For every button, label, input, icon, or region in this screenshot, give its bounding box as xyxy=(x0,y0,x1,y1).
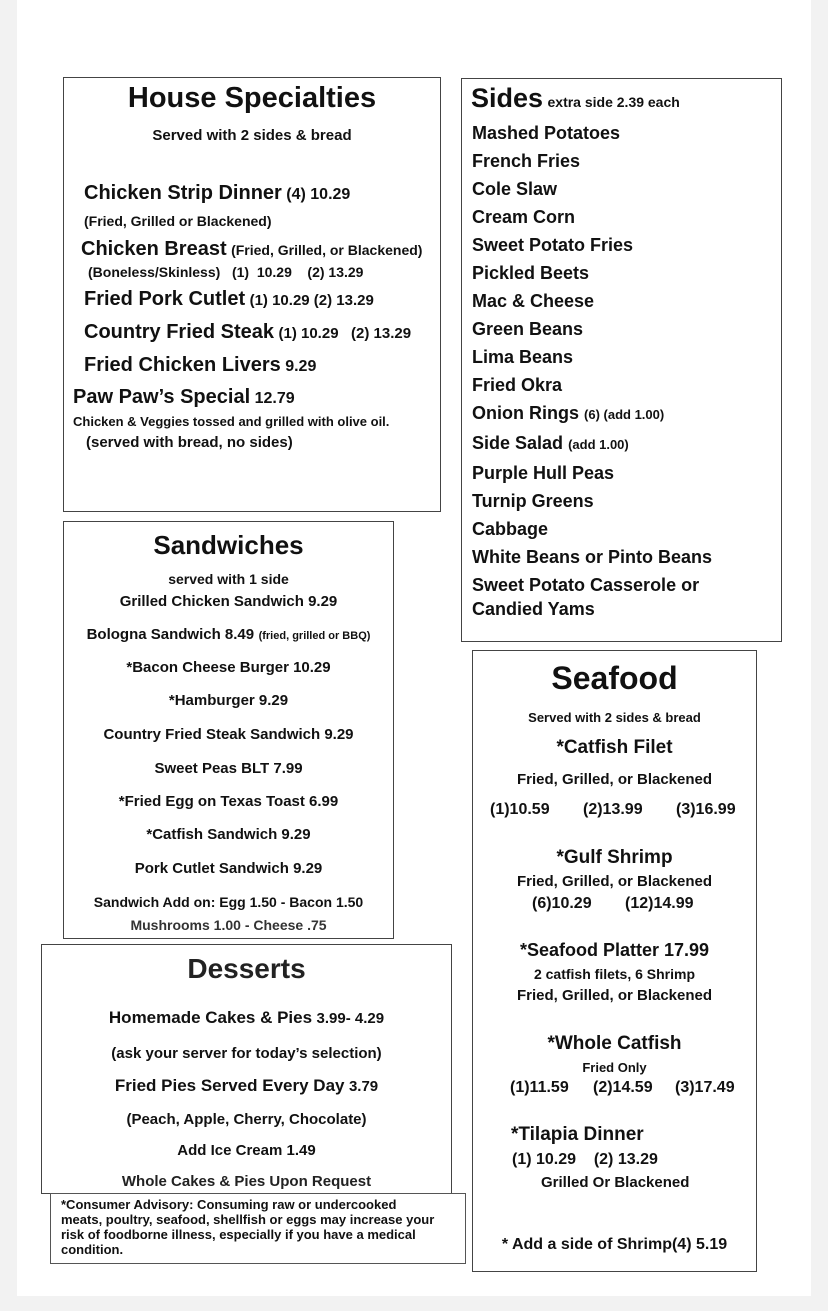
gulf-shrimp-style: Fried, Grilled, or Blackened xyxy=(516,873,713,890)
whole-catfish-price: (1)11.59 xyxy=(510,1079,569,1096)
item-paw-paw-desc: Chicken & Veggies tossed and grilled with olive oil. xyxy=(73,414,390,429)
sides-box xyxy=(461,78,782,642)
catfish-filet-price: (1)10.59 xyxy=(490,801,550,818)
sandwich-item: Sweet Peas BLT 7.99 xyxy=(154,760,303,777)
desserts-fried-pies: Fried Pies Served Every Day 3.79 xyxy=(114,1076,379,1095)
house-specialties-subtitle: Served with 2 sides & bread xyxy=(152,127,352,144)
side-item: Sweet Potato Fries xyxy=(472,235,634,255)
sandwich-item-bologna: Bologna Sandwich 8.49 (fried, grilled or BBQ) xyxy=(86,626,371,643)
catfish-filet-style: Fried, Grilled, or Blackened xyxy=(516,771,713,788)
seafood-platter: *Seafood Platter 17.99 xyxy=(519,940,710,960)
gulf-shrimp: *Gulf Shrimp xyxy=(556,847,673,868)
house-specialties-box xyxy=(63,77,441,512)
add-shrimp: * Add a side of Shrimp(4) 5.19 xyxy=(501,1236,728,1253)
advisory-text xyxy=(61,1197,434,1257)
item-chicken-breast: Chicken Breast (Fried, Grilled, or Blackened) xyxy=(81,238,423,260)
sandwich-item: *Catfish Sandwich 9.29 xyxy=(146,826,311,843)
side-item: Candied Yams xyxy=(472,599,595,619)
gulf-shrimp-price: (12)14.99 xyxy=(625,895,694,912)
item-chicken-breast-detail: (Boneless/Skinless) (1) 10.29 (2) 13.29 xyxy=(88,264,364,280)
side-item-side-salad: Side Salad (add 1.00) xyxy=(472,433,629,453)
sandwich-item: Country Fried Steak Sandwich 9.29 xyxy=(103,726,354,743)
side-item: Mashed Potatoes xyxy=(472,123,621,143)
gulf-shrimp-price: (6)10.29 xyxy=(532,895,592,912)
house-specialties-title: House Specialties xyxy=(127,82,377,114)
item-chicken-strip: Chicken Strip Dinner (4) 10.29 xyxy=(84,182,351,204)
advisory-line: meats, poultry, seafood, shellfish or eggs may increase your xyxy=(61,1212,435,1227)
side-item: French Fries xyxy=(472,151,581,171)
sandwich-add-on-2: Mushrooms 1.00 - Cheese .75 xyxy=(130,917,327,933)
sandwiches-box xyxy=(63,521,394,939)
whole-catfish-style: Fried Only xyxy=(582,1060,647,1075)
seafood-subtitle: Served with 2 sides & bread xyxy=(528,710,701,725)
menu-page xyxy=(17,0,811,1296)
desserts-flavors: (Peach, Apple, Cherry, Chocolate) xyxy=(126,1111,367,1128)
consumer-advisory-box xyxy=(50,1193,466,1264)
advisory-line: condition. xyxy=(61,1242,124,1257)
side-item: Mac & Cheese xyxy=(472,291,595,311)
item-chicken-strip-style: (Fried, Grilled or Blackened) xyxy=(84,213,272,229)
sides-header: Sides extra side 2.39 each xyxy=(471,83,680,113)
desserts-cakes: Homemade Cakes & Pies 3.99- 4.29 xyxy=(108,1008,385,1027)
desserts-ask: (ask your server for today’s selection) xyxy=(111,1045,382,1062)
seafood-box xyxy=(472,650,757,1272)
tilapia-style: Grilled Or Blackened xyxy=(541,1174,690,1191)
sandwich-add-on: Sandwich Add on: Egg 1.50 - Bacon 1.50 xyxy=(93,894,364,910)
seafood-platter-desc: 2 catfish filets, 6 Shrimp xyxy=(533,966,696,982)
sandwich-item: Grilled Chicken Sandwich 9.29 xyxy=(119,593,338,610)
side-item: Sweet Potato Casserole or xyxy=(472,575,700,595)
desserts-whole: Whole Cakes & Pies Upon Request xyxy=(121,1173,372,1190)
side-item: Turnip Greens xyxy=(472,491,594,511)
side-item: Purple Hull Peas xyxy=(472,463,615,483)
item-fried-chicken-livers: Fried Chicken Livers 9.29 xyxy=(84,354,317,376)
tilapia-dinner: *Tilapia Dinner xyxy=(511,1124,644,1145)
seafood-title: Seafood xyxy=(551,660,678,696)
desserts-title: Desserts xyxy=(187,953,306,984)
catfish-filet: *Catfish Filet xyxy=(556,737,673,758)
item-paw-paw-special: Paw Paw’s Special 12.79 xyxy=(73,386,295,408)
catfish-filet-price: (3)16.99 xyxy=(676,801,736,818)
sandwich-item: *Fried Egg on Texas Toast 6.99 xyxy=(118,793,339,810)
whole-catfish-price: (2)14.59 xyxy=(593,1079,653,1096)
sandwiches-title: Sandwiches xyxy=(153,530,304,560)
item-country-fried-steak: Country Fried Steak (1) 10.29 (2) 13.29 xyxy=(84,321,412,343)
sandwich-item: Pork Cutlet Sandwich 9.29 xyxy=(134,860,323,877)
side-item: Green Beans xyxy=(472,319,584,339)
sandwich-item: *Hamburger 9.29 xyxy=(168,692,289,709)
side-item: Cabbage xyxy=(472,519,549,539)
sandwich-item: *Bacon Cheese Burger 10.29 xyxy=(126,659,331,676)
side-item: Cole Slaw xyxy=(472,179,558,199)
sides-list xyxy=(472,119,712,619)
seafood-platter-style: Fried, Grilled, or Blackened xyxy=(516,987,713,1004)
advisory-line: *Consumer Advisory: Consuming raw or undercooked xyxy=(61,1197,397,1212)
side-item: Pickled Beets xyxy=(472,263,590,283)
advisory-line: risk of foodborne illness, especially if you have a medical xyxy=(61,1227,416,1242)
whole-catfish-price: (3)17.49 xyxy=(675,1079,735,1096)
item-pork-cutlet: Fried Pork Cutlet (1) 10.29 (2) 13.29 xyxy=(84,288,374,310)
side-item: Cream Corn xyxy=(472,207,576,227)
sandwiches-subtitle: served with 1 side xyxy=(168,571,289,587)
side-item-onion-rings: Onion Rings (6) (add 1.00) xyxy=(472,403,665,423)
desserts-box xyxy=(41,944,452,1194)
desserts-ice-cream: Add Ice Cream 1.49 xyxy=(177,1142,316,1159)
whole-catfish: *Whole Catfish xyxy=(547,1033,682,1054)
side-item: Lima Beans xyxy=(472,347,574,367)
tilapia-prices: (1) 10.29 (2) 13.29 xyxy=(512,1151,658,1168)
item-paw-paw-note: (served with bread, no sides) xyxy=(86,434,293,451)
side-item: Fried Okra xyxy=(472,375,563,395)
side-item: White Beans or Pinto Beans xyxy=(472,547,713,567)
catfish-filet-price: (2)13.99 xyxy=(583,801,643,818)
